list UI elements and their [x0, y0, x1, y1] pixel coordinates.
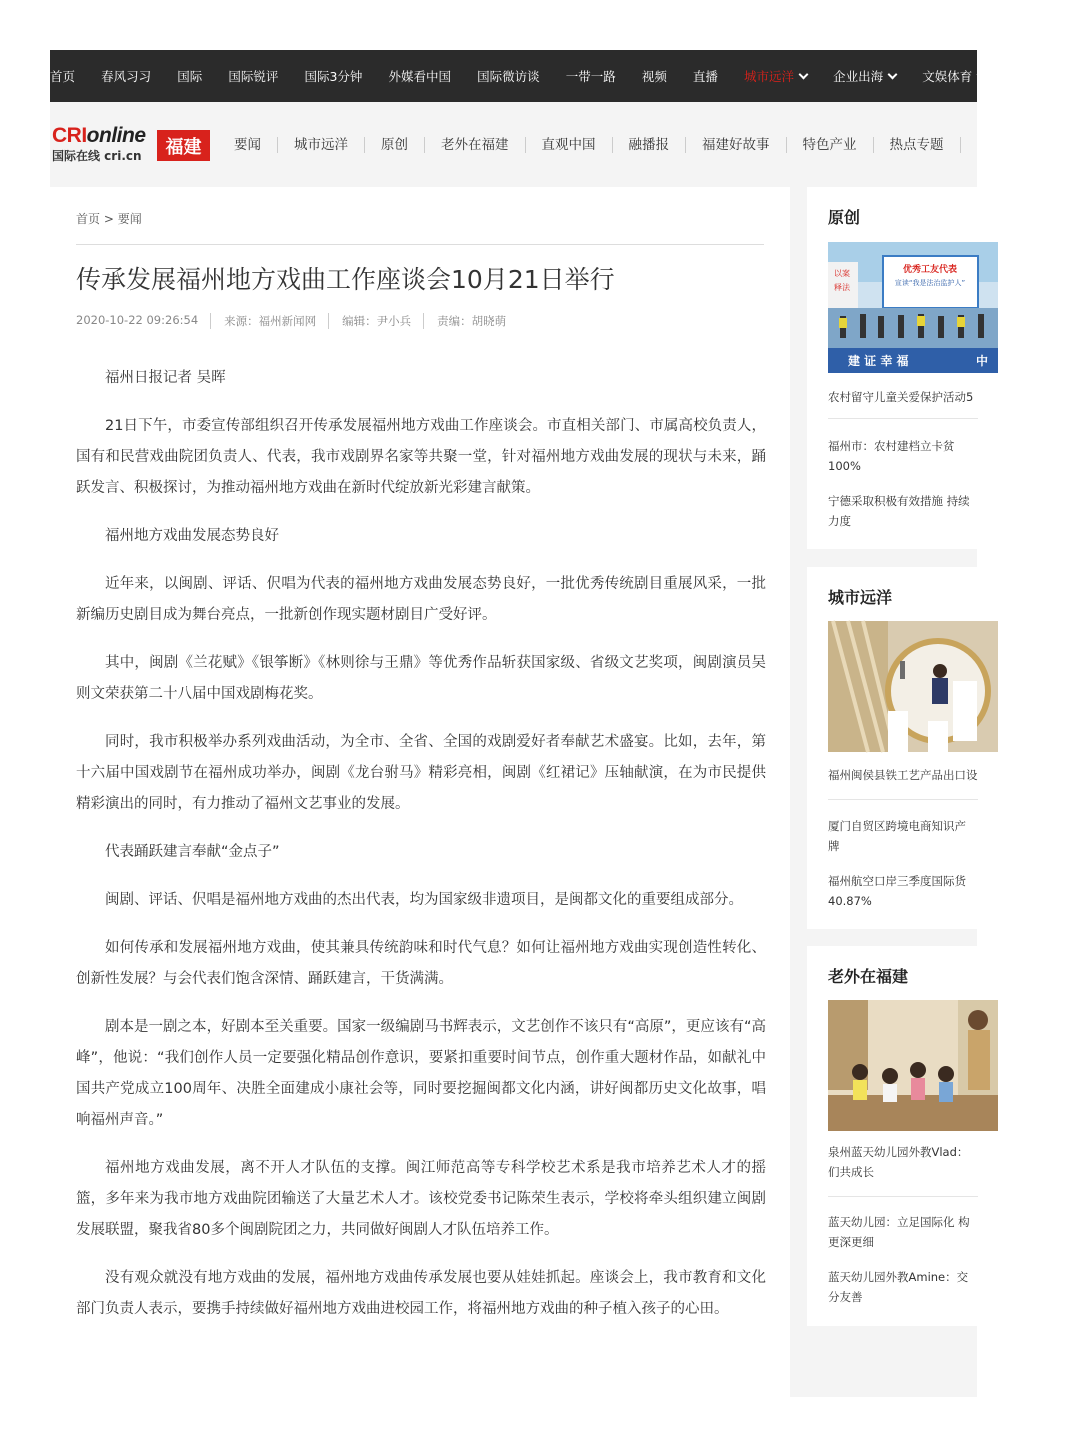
sidebar-link[interactable]: 蓝天幼儿园：立足国际化 构 更深更细: [828, 1215, 970, 1249]
sidebar-link[interactable]: 厦门自贸区跨境电商知识产 牌: [828, 819, 966, 853]
article-subheading: 福州地方戏曲发展态势良好: [105, 528, 279, 544]
sidebar-link[interactable]: 福州航空口岸三季度国际货 40.87%: [828, 874, 966, 908]
logo-online: online: [86, 124, 146, 147]
article-byline: 福州日报记者 吴晖: [105, 370, 226, 386]
svg-text:优秀工友代表: 优秀工友代表: [902, 265, 958, 275]
channel-nav-item-industries[interactable]: 特色产业: [787, 137, 874, 153]
top-nav-item-chunfeng[interactable]: 春风习习: [101, 69, 152, 84]
sidebar-link[interactable]: 福州市：农村建档立卡贫 100%: [828, 439, 955, 473]
article-paragraph: 如何传承和发展福州地方戏曲，使其兼具传统韵味和时代气息？如何让福州地方戏曲实现创造性转化、创新性发展？与会代表们饱含深情、踊跃建言，干货满满。: [76, 940, 766, 987]
sidebar-card-photo[interactable]: [828, 621, 998, 752]
article-paragraph: 21日下午，市委宣传部组织召开传承发展福州地方戏曲工作座谈会。市直相关部门、市属高校负责人，国有和民营戏曲院团负责人、代表，我市戏剧界名家等共聚一堂，针对福州地方戏曲发展的现状与未来，踊跃发言、积极探讨，为推动福州地方戏曲在新时代绽放新光彩建言献策。: [76, 418, 766, 496]
chevron-down-icon: [977, 69, 987, 79]
article-paragraph: 剧本是一剧之本，好剧本至关重要。国家一级编剧马书辉表示，文艺创作不该只有“高原”，更应该有“高峰”，他说：“我们创作人员一定要强化精品创作意识，要紧扣重要时间节点，创作重大题材作品，如献礼中国共产党成立100周年、决胜全面建成小康社会等，同时要挖掘闽都文化内涵，讲好闽都历史文化故事，唱响福州声音。”: [76, 1019, 766, 1128]
divider: [828, 799, 978, 800]
channel-nav-item-fujian-stories[interactable]: 福建好故事: [686, 137, 787, 153]
divider: [828, 1196, 978, 1197]
brand-bar: [50, 102, 977, 187]
kindergarten-photo: [828, 1000, 998, 1131]
article-paragraph: 没有观众就没有地方戏曲的发展，福州地方戏曲传承发展也要从娃娃抓起。座谈会上，我市教育和文化部门负责人表示，要携手持续做好福州地方戏曲进校园工作，将福州地方戏曲的种子植入孩子的心田。: [76, 1270, 766, 1317]
logo-wordmark: [52, 124, 146, 148]
top-nav-item-commentary[interactable]: 国际锐评: [228, 69, 279, 84]
province-badge[interactable]: 福建: [157, 130, 210, 161]
sidebar-card-city-ocean: [807, 567, 977, 929]
breadcrumb: [76, 210, 142, 227]
event-stage-photo: [828, 242, 998, 373]
divider: [76, 244, 764, 245]
top-nav-item-language-label: 语言: [1011, 69, 1037, 84]
channel-nav-item-original[interactable]: 原创: [365, 137, 425, 153]
site-logo[interactable]: [52, 124, 160, 164]
top-nav-item-enterprise-label: 企业出海: [833, 69, 884, 84]
sidebar-card-title: 城市远洋: [828, 588, 893, 607]
chevron-down-icon: [799, 69, 809, 79]
sidebar-card-original: [807, 187, 989, 549]
channel-nav: [218, 102, 961, 187]
article-paragraph: 近年来，以闽剧、评话、伬唱为代表的福州地方戏曲发展态势良好，一批优秀传统剧目重展风采，一批新编历史剧目成为舞台亮点，一批新创作现实题材剧目广受好评。: [76, 576, 766, 623]
top-nav-item-3min[interactable]: 国际3分钟: [304, 69, 363, 84]
svg-text:宣读“我是法治监护人”: 宣读“我是法治监护人”: [894, 279, 966, 287]
top-nav-item-culture-sports-label: 文娱体育: [922, 69, 973, 84]
logo-cri: CRI: [52, 124, 87, 147]
chevron-down-icon: [888, 69, 898, 79]
channel-nav-item-news[interactable]: 要闻: [218, 137, 278, 153]
iron-crafts-photo: [828, 621, 998, 752]
article-datetime: 2020-10-22 09:26:54: [76, 313, 211, 329]
svg-text:建 证 幸 福: 建 证 幸 福: [848, 354, 909, 368]
breadcrumb-separator: >: [103, 212, 114, 226]
channel-nav-item-city-ocean[interactable]: 城市远洋: [278, 137, 365, 153]
article-editor: 编辑：尹小兵: [342, 313, 424, 329]
sidebar-link[interactable]: 农村留守儿童关爱保护活动5: [828, 390, 974, 404]
channel-nav-item-broadcast[interactable]: 融播报: [613, 137, 687, 153]
channel-nav-item-china-direct[interactable]: 直观中国: [526, 137, 613, 153]
top-nav-item-language[interactable]: [1011, 50, 1049, 102]
chevron-down-icon: [1041, 69, 1051, 79]
article-body: [76, 363, 766, 1342]
svg-text:中: 中: [976, 354, 989, 368]
top-nav-item-foreign-media[interactable]: 外媒看中国: [388, 69, 451, 84]
sidebar-link[interactable]: 泉州蓝天幼儿园外教Vlad： 们共成长: [828, 1145, 969, 1179]
article-chief-editor: 责编：胡晓萌: [437, 314, 507, 328]
article-subheading: 代表踊跃建言奉献“金点子”: [105, 844, 280, 860]
top-nav-item-live[interactable]: 直播: [692, 69, 718, 84]
sidebar-link[interactable]: 福州闽侯县铁工艺产品出口设: [828, 768, 978, 782]
sidebar-card-title: 原创: [828, 208, 861, 227]
top-nav-item-micro-interview[interactable]: 国际微访谈: [477, 69, 540, 84]
sidebar-link[interactable]: 宁德采取积极有效措施 持续 力度: [828, 494, 970, 528]
sidebar-link[interactable]: 蓝天幼儿园外教Amine：交 分友善: [828, 1270, 969, 1304]
article-meta: [76, 313, 531, 329]
top-nav-item-video[interactable]: 视频: [641, 69, 667, 84]
article-title: 传承发展福州地方戏曲工作座谈会10月21日举行: [76, 265, 615, 294]
top-nav-item-enterprise[interactable]: [833, 50, 896, 102]
top-nav-item-city-ocean-label: 城市远洋: [744, 69, 795, 84]
top-nav-item-international[interactable]: 国际: [177, 69, 203, 84]
top-nav-item-home[interactable]: 首页: [50, 69, 76, 84]
article-source: 来源：福州新闻网: [224, 313, 329, 329]
svg-text:以案: 以案: [834, 269, 850, 278]
svg-text:释法: 释法: [834, 283, 850, 292]
breadcrumb-current[interactable]: 要闻: [117, 212, 142, 226]
sidebar: [790, 187, 989, 1397]
sidebar-card-title: 老外在福建: [828, 967, 909, 986]
article-paragraph: 福州地方戏曲发展，离不开人才队伍的支撑。闽江师范高等专科学校艺术系是我市培养艺术人才的摇篮，多年来为我市地方戏曲院团输送了大量艺术人才。该校党委书记陈荣生表示，学校将牵头组织建立闽剧发展联盟，聚我省80多个闽剧院团之力，共同做好闽剧人才队伍培养工作。: [76, 1160, 766, 1238]
article-paragraph: 其中，闽剧《兰花赋》《银筝断》《林则徐与王鼎》等优秀作品斩获国家级、省级文艺奖项，闽剧演员吴则文荣获第二十八届中国戏剧梅花奖。: [76, 655, 766, 702]
channel-nav-item-foreigners[interactable]: 老外在福建: [425, 137, 526, 153]
article-paragraph: 同时，我市积极举办系列戏曲活动，为全市、全省、全国的戏剧爱好者奉献艺术盛宴。比如，去年，第十六届中国戏剧节在福州成功举办，闽剧《龙台驸马》精彩亮相，闽剧《红裙记》压轴献演，在为市民提供精彩演出的同时，有力推动了福州文艺事业的发展。: [76, 734, 766, 812]
sidebar-card-photo[interactable]: [828, 1000, 998, 1131]
divider: [828, 418, 978, 419]
sidebar-card-foreigners: [807, 946, 977, 1326]
breadcrumb-home[interactable]: 首页: [76, 212, 101, 226]
top-nav-item-city-ocean[interactable]: [744, 50, 807, 102]
channel-nav-item-topics[interactable]: 热点专题: [874, 137, 961, 153]
logo-subtitle: 国际在线 cri.cn: [52, 149, 142, 163]
sidebar-card-photo[interactable]: [828, 242, 998, 373]
article-paragraph: 闽剧、评话、伬唱是福州地方戏曲的杰出代表，均为国家级非遗项目，是闽都文化的重要组成部分。: [105, 892, 743, 908]
top-nav-item-belt-road[interactable]: 一带一路: [565, 69, 616, 84]
top-nav-item-culture-sports[interactable]: [922, 50, 985, 102]
top-nav: [50, 50, 1037, 102]
